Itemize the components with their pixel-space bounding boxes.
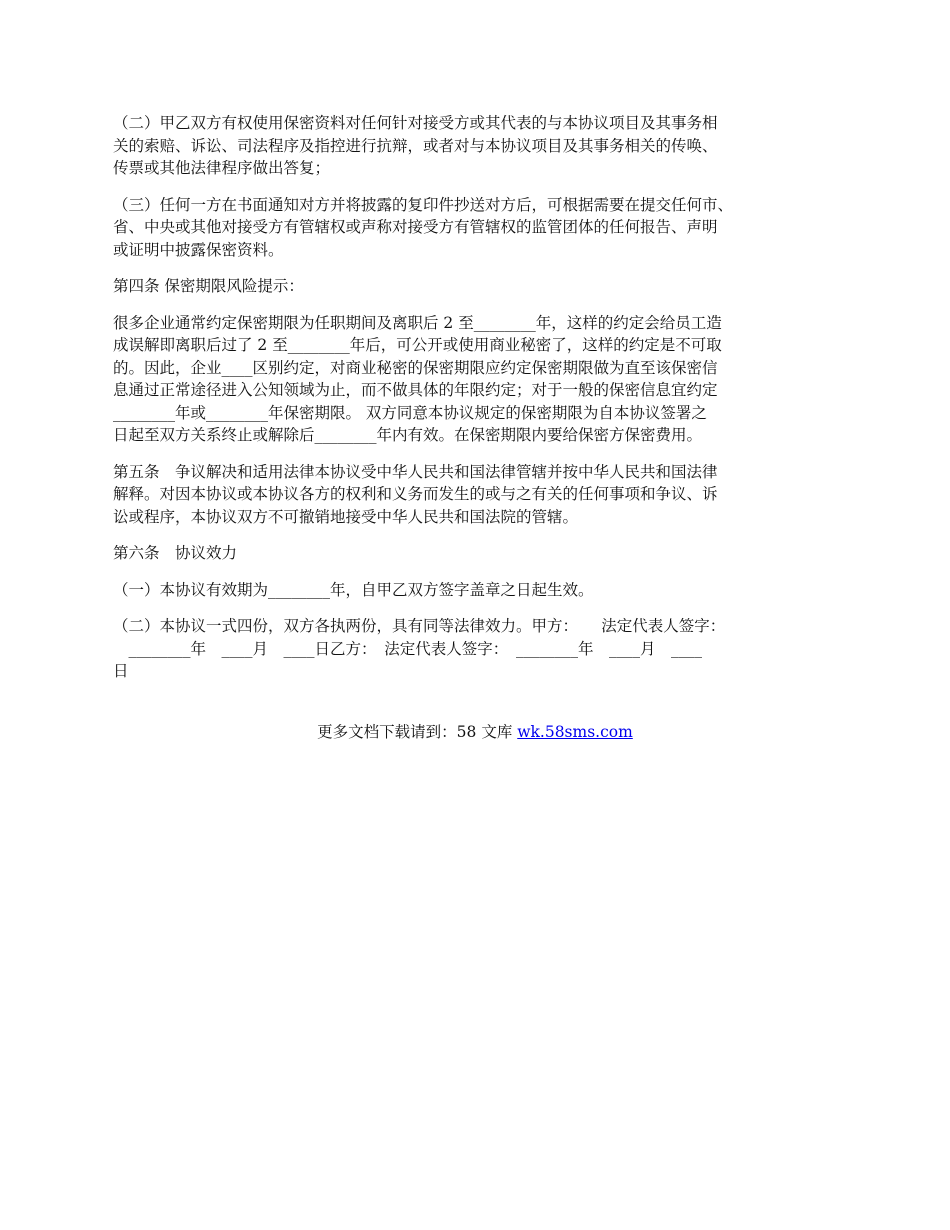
text-line: 第六条 协议效力	[113, 544, 238, 562]
text-line: （三）任何一方在书面通知对方并将披露的复印件抄送对方后，可根据需要在提交任何市、	[113, 195, 734, 214]
document-body	[113, 112, 853, 697]
text-line: 第五条 争议解决和适用法律本协议受中华人民共和国法律管辖并按中华人民共和国法律	[113, 462, 718, 481]
text-line: （一）本协议有效期为________年，自甲乙双方签字盖章之日起生效。	[113, 580, 594, 599]
text-line: 日	[113, 662, 129, 680]
footer-text: 更多文档下载请到：58 文库	[317, 723, 518, 741]
text-line: 或证明中披露保密资料。	[113, 240, 284, 259]
paragraph-clause-6-1	[113, 579, 853, 602]
text-line: 成误解即离职后过了 2 至________年后，可公开或使用商业秘密了，这样的约定是不可取	[113, 336, 722, 354]
paragraph-clause-3-2	[113, 112, 853, 180]
download-footer	[0, 721, 950, 743]
text-line: 解释。对因本协议或本协议各方的权利和义务而发生的或与之有关的任何事项和争议、诉	[113, 485, 718, 503]
text-line: （二）本协议一式四份，双方各执两份，具有同等法律效力。甲方： 法定代表人签字：	[113, 617, 726, 635]
paragraph-article-5	[113, 461, 853, 529]
paragraph-clause-3-3	[113, 194, 853, 262]
text-line: ________年 ____月 ____日乙方： 法定代表人签字： ________年 ____月 ____	[113, 639, 703, 658]
paragraph-clause-6-2	[113, 615, 853, 683]
paragraph-article-4-body	[113, 312, 853, 447]
text-line: 省、中央或其他对接受方有管辖权或声称对接受方有管辖权的监管团体的任何报告、声明	[113, 218, 718, 236]
footer-link[interactable]: wk.58sms.com	[517, 723, 633, 741]
text-line: 日起至双方关系终止或解除后________年内有效。在保密期限内要给保密方保密费用。	[113, 426, 703, 444]
text-line: ________年或________年保密期限。 双方同意本协议规定的保密期限为自本协议签署之	[113, 403, 707, 422]
text-line: 的。因此，企业____区别约定，对商业秘密的保密期限应约定保密期限做为直至该保密信	[113, 358, 718, 377]
text-line: 讼或程序，本协议双方不可撤销地接受中华人民共和国法院的管辖。	[113, 507, 579, 526]
text-line: 息通过正常途径进入公知领域为止，而不做具体的年限约定；对于一般的保密信息宜约定	[113, 381, 718, 399]
text-line: （二）甲乙双方有权使用保密资料对任何针对接受方或其代表的与本协议项目及其事务相	[113, 114, 718, 132]
text-line: 关的索赔、诉讼、司法程序及指控进行抗辩，或者对与本协议项目及其事务相关的传唤、	[113, 136, 718, 155]
paragraph-article-4-heading	[113, 275, 853, 298]
paragraph-article-6-heading	[113, 542, 853, 565]
text-line: 传票或其他法律程序做出答复；	[113, 159, 331, 177]
text-line: 第四条 保密期限风险提示：	[113, 277, 304, 295]
text-line: 很多企业通常约定保密期限为任职期间及离职后 2 至________年，这样的约定会给员工造	[113, 313, 722, 332]
